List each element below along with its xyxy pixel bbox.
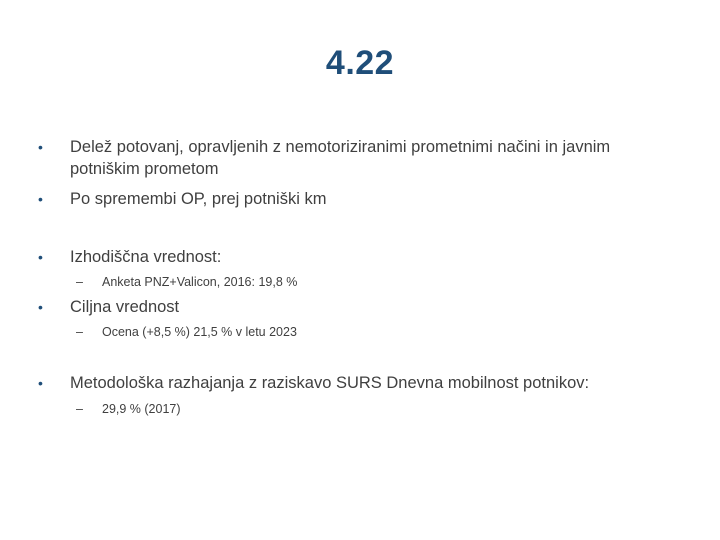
bullet-text: Izhodiščna vrednost: [70,248,222,266]
bullet-icon: • [38,299,43,315]
bullet-item-target [38,296,678,318]
sub-text: Ocena (+8,5 %) 21,5 % v letu 2023 [102,325,297,339]
bullet-text: Metodološka razhajanja z raziskavo SURS Dnevna mobilnost potnikov: [70,374,590,392]
bullet-icon: • [38,139,43,155]
sub-item-methodology-value [76,400,676,418]
bullet-text: Ciljna vrednost [70,298,180,316]
sub-item-target-value [76,323,676,341]
slide-title: 4.22 [325,44,395,82]
sub-text: 29,9 % (2017) [102,402,181,416]
bullet-text: Delež potovanj, opravljenih z nemotoriziranimi prometnimi načini in javnim potniškim prometom [70,138,611,178]
bullet-icon: • [38,375,43,391]
bullet-item-baseline [38,246,678,268]
bullet-text: Po spremembi OP, prej potniški km [70,190,327,208]
dash-icon: – [76,402,83,416]
bullet-item-share-trips [38,136,678,180]
bullet-item-methodology [38,372,678,394]
bullet-icon: • [38,249,43,265]
sub-item-baseline-value [76,273,676,291]
sub-text: Anketa PNZ+Valicon, 2016: 19,8 % [102,275,298,289]
dash-icon: – [76,275,83,289]
bullet-icon: • [38,191,43,207]
dash-icon: – [76,325,83,339]
bullet-item-after-change [38,188,678,210]
